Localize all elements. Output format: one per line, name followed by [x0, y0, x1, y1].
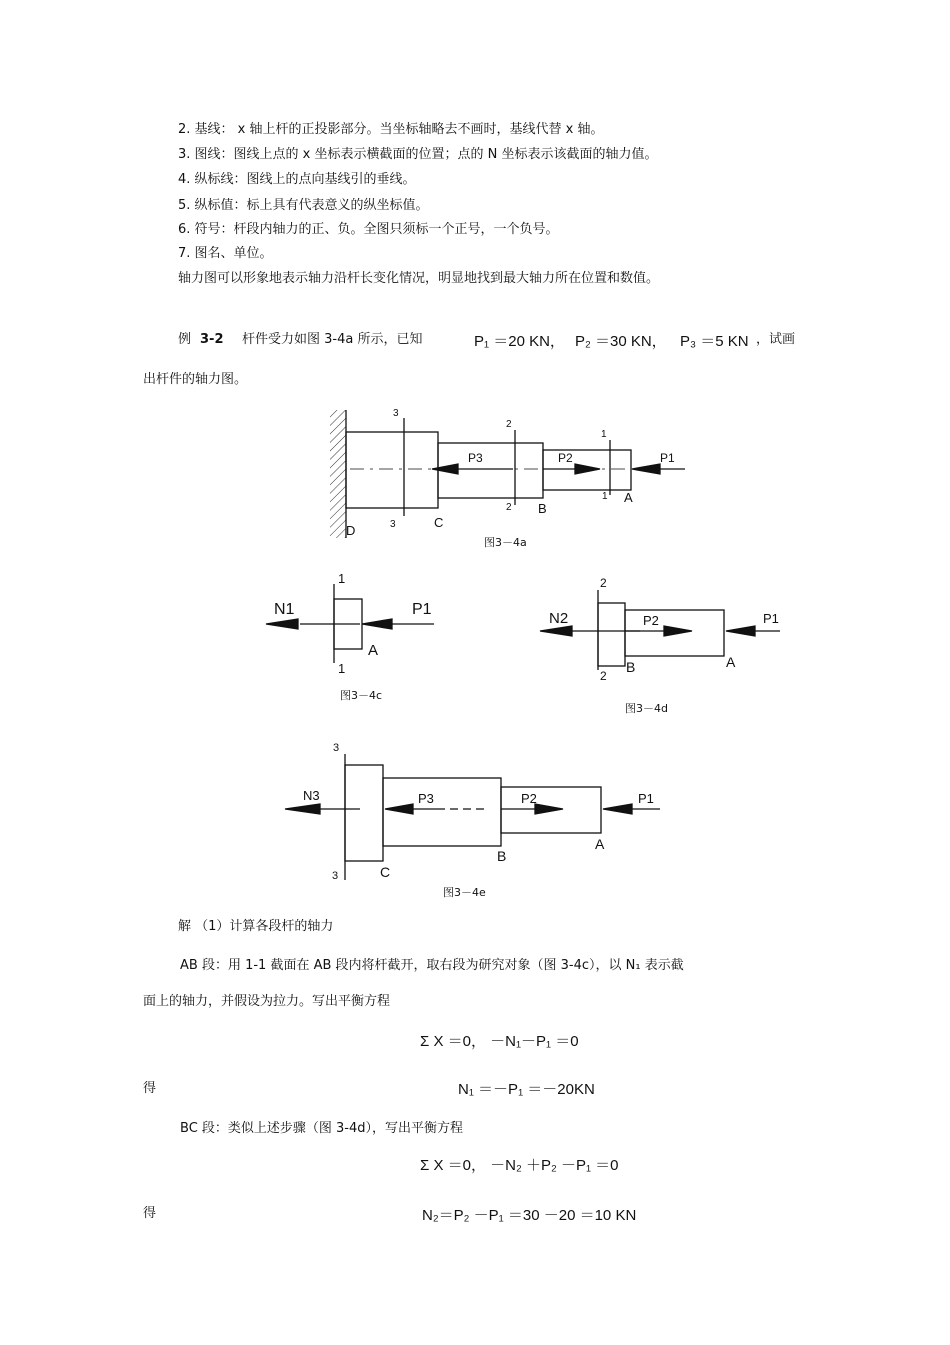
result-1: N₁ ＝－P₁ ＝－20KN	[458, 1081, 595, 1098]
de-label-2: 得	[143, 1206, 157, 1221]
section-1-bottom-label: 1	[602, 491, 608, 502]
figure-3-4a-labels	[346, 408, 675, 538]
list-item-5: 5. 纵标值：标上具有代表意义的纵坐标值。	[178, 198, 429, 213]
equation-2: Σ X ＝0， －N₂ ＋P₂ －P₁ ＝0	[420, 1157, 619, 1174]
point-c-label: C	[434, 515, 444, 530]
point-d-label: D	[346, 523, 356, 538]
d-section-2-bottom: 2	[600, 669, 607, 683]
caption-3-4e: 图3－4e	[443, 886, 486, 899]
figure-3-4c	[266, 584, 434, 663]
section-3-bottom-label: 3	[390, 519, 396, 530]
example-number: 3-2	[200, 332, 224, 347]
c-section-1-bottom: 1	[338, 661, 346, 676]
d-p2-label: P2	[643, 613, 659, 628]
solution-ab-line2: 面上的轴力，并假设为拉力。写出平衡方程	[143, 994, 391, 1009]
solution-heading: 解 （1）计算各段杆的轴力	[178, 919, 334, 934]
example-p1: P₁ ＝20 KN，	[474, 333, 565, 350]
caption-3-4d: 图3－4d	[625, 702, 668, 715]
d-section-2-top: 2	[600, 576, 607, 590]
e-point-c-label: C	[380, 864, 391, 880]
e-point-a-label: A	[595, 836, 605, 852]
caption-3-4c: 图3－4c	[340, 689, 383, 702]
e-p3-label: P3	[418, 791, 434, 806]
solution-bc-line: BC 段：类似上述步骤（图 3-4d），写出平衡方程	[180, 1121, 464, 1136]
figure-3-4e	[285, 754, 660, 880]
point-b-label: B	[538, 501, 547, 516]
n1-label: N1	[274, 601, 295, 618]
section-1-top-label: 1	[601, 429, 607, 440]
e-section-3-bottom: 3	[332, 870, 339, 882]
p1-label: P1	[660, 451, 675, 465]
example-text: 杆件受力如图 3-4a 所示，已知	[242, 332, 423, 347]
list-item-3: 3. 图线：图线上点的 x 坐标表示横截面的位置；点的 N 坐标表示该截面的轴力值。	[178, 147, 658, 162]
list-item-4: 4. 纵标线：图线上的点向基线引的垂线。	[178, 172, 416, 187]
summary-paragraph: 轴力图可以形象地表示轴力沿杆长变化情况，明显地找到最大轴力所在位置和数值。	[178, 271, 660, 286]
list-item-7: 7. 图名、单位。	[178, 246, 273, 261]
figure-3-4d	[540, 590, 780, 670]
solution-ab-line1: AB 段：用 1-1 截面在 AB 段内将杆截开，取右段为研究对象（图 3-4c），以 N₁ 表示截	[180, 958, 684, 973]
list-item-6: 6. 符号：杆段内轴力的正、负。全图只须标一个正号，一个负号。	[178, 222, 559, 237]
de-label-1: 得	[143, 1081, 157, 1096]
d-point-a-label: A	[726, 654, 736, 670]
section-2-top-label: 2	[506, 419, 512, 430]
d-point-b-label: B	[626, 659, 636, 675]
example-p3: P₃ ＝5 KN	[680, 333, 749, 350]
d-p1-label: P1	[763, 611, 779, 626]
c-point-a-label: A	[368, 642, 379, 659]
c-section-1-top: 1	[338, 571, 346, 586]
example-p2: P₂ ＝30 KN，	[575, 333, 667, 350]
caption-3-4a: 图3－4a	[484, 536, 527, 549]
example-prefix: 例	[178, 332, 192, 347]
n3-label: N3	[303, 788, 320, 803]
example-line2: 出杆件的轴力图。	[143, 372, 248, 387]
c-p1-label: P1	[412, 601, 432, 618]
p3-label: P3	[468, 451, 483, 465]
e-section-3-top: 3	[333, 742, 340, 754]
point-a-label: A	[624, 490, 633, 505]
p2-label: P2	[558, 451, 573, 465]
section-2-bottom-label: 2	[506, 502, 512, 513]
result-2: N₂＝P₂ －P₁ ＝30 －20 ＝10 KN	[422, 1207, 637, 1224]
e-p1-label: P1	[638, 791, 654, 806]
section-3-top-label: 3	[393, 408, 399, 419]
e-point-b-label: B	[497, 848, 507, 864]
e-p2-label: P2	[521, 791, 537, 806]
n2-label: N2	[549, 610, 569, 627]
list-item-2: 2. 基线： x 轴上杆的正投影部分。当坐标轴略去不画时，基线代替 x 轴。	[178, 122, 604, 137]
equation-1: Σ X ＝0， －N₁－P₁ ＝0	[420, 1033, 579, 1050]
example-suffix: ，试画	[756, 332, 796, 347]
